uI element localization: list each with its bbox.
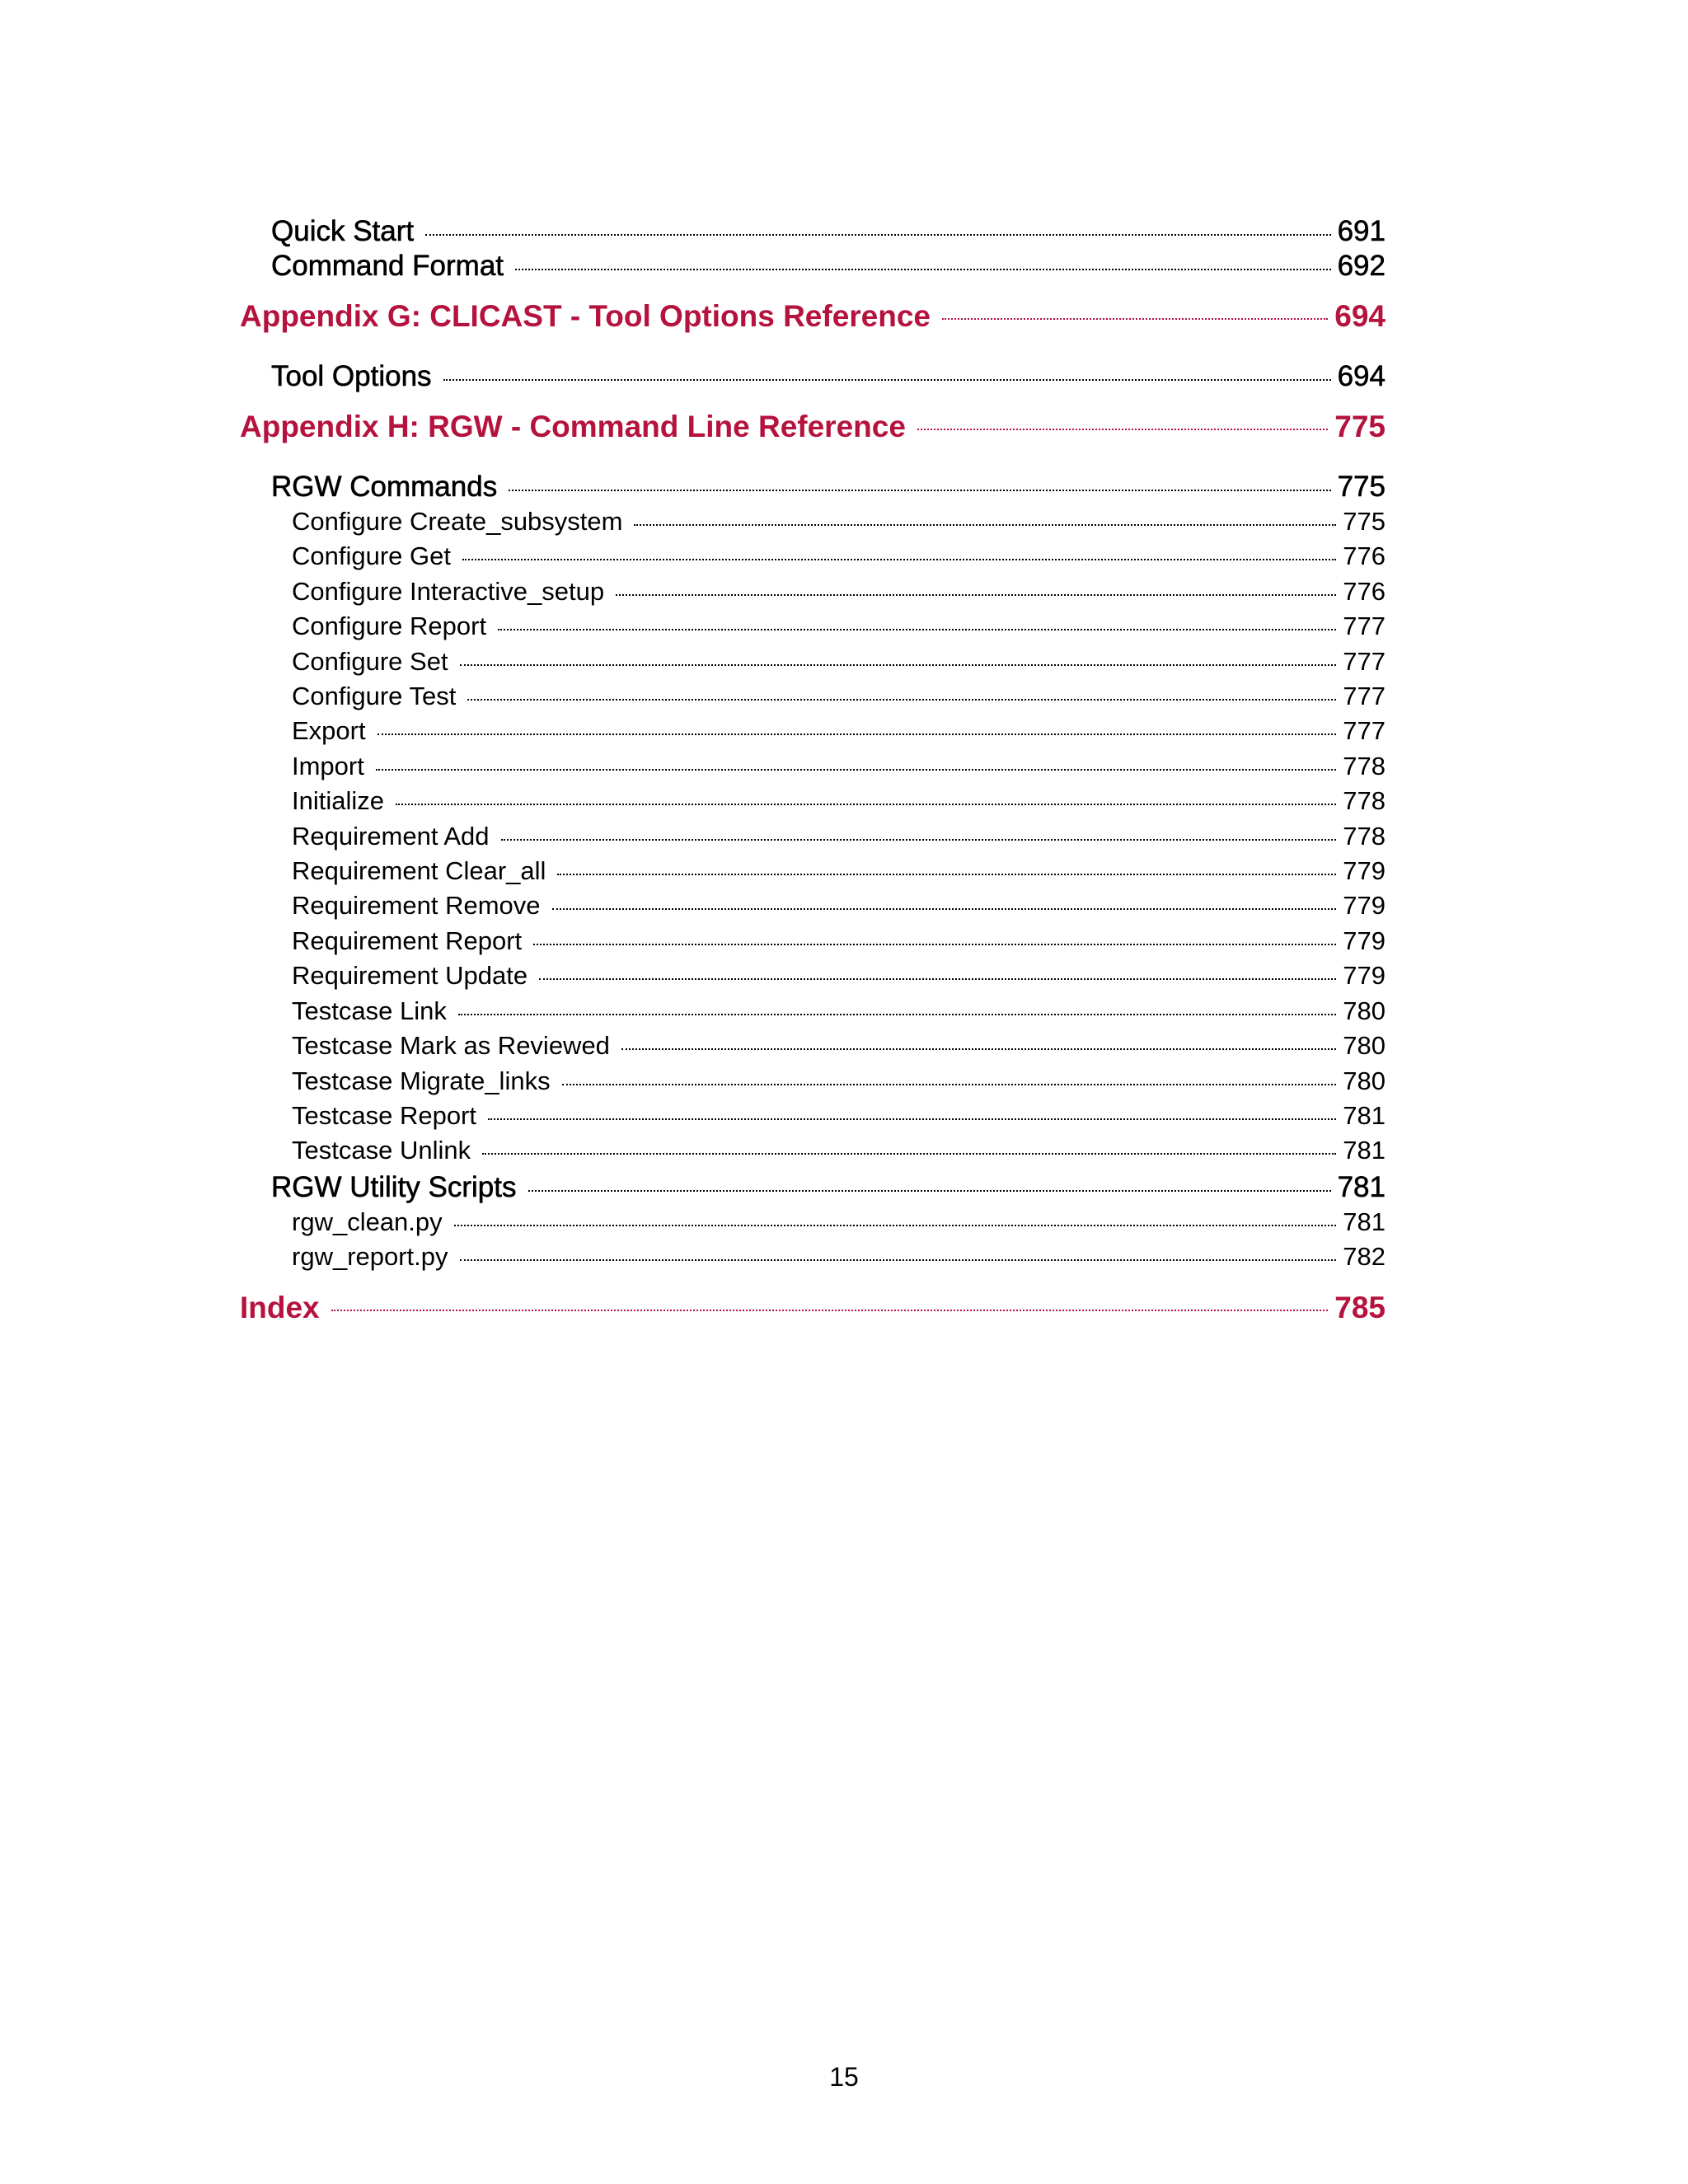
toc-dot-leader — [460, 1259, 1337, 1261]
toc-dot-leader — [515, 269, 1331, 270]
toc-entry-title: rgw_clean.py — [292, 1207, 443, 1236]
toc-entry-title: Testcase Migrate_links — [292, 1066, 551, 1095]
toc-subentry[interactable] — [240, 679, 1386, 714]
toc-subentry[interactable] — [240, 1029, 1386, 1063]
toc-dot-leader — [552, 908, 1337, 910]
toc-dot-leader — [528, 1190, 1331, 1192]
toc-entry-title: Export — [292, 716, 366, 746]
toc-dot-leader — [498, 629, 1336, 630]
toc-subentry[interactable] — [240, 714, 1386, 748]
toc-entry-page: 781 — [1343, 1207, 1386, 1236]
toc-entry-title: Requirement Remove — [292, 891, 541, 921]
toc-entry-page: 780 — [1343, 996, 1386, 1025]
toc-dot-leader — [467, 699, 1336, 701]
toc-dot-leader — [509, 490, 1330, 491]
toc-entry-title: Tool Options — [271, 360, 432, 392]
toc-entry[interactable] — [240, 214, 1386, 249]
toc-subentry[interactable] — [240, 819, 1386, 854]
toc-entry-page: 694 — [1334, 299, 1386, 333]
toc-entry-page: 777 — [1343, 646, 1386, 676]
toc-subentry[interactable] — [240, 854, 1386, 888]
toc-dot-leader — [917, 429, 1328, 430]
toc-subentry[interactable] — [240, 1064, 1386, 1099]
toc-dot-leader — [562, 1084, 1337, 1085]
toc-dot-leader — [557, 874, 1336, 875]
toc-subentry[interactable] — [240, 958, 1386, 993]
toc-entry-title: RGW Commands — [271, 471, 498, 503]
toc-dot-leader — [331, 1310, 1329, 1311]
toc-entry-page: 776 — [1343, 541, 1386, 571]
page-number: 15 — [829, 2062, 859, 2092]
toc-dot-leader — [425, 234, 1330, 236]
toc-entry-page: 691 — [1337, 215, 1386, 247]
toc-dot-leader — [488, 1118, 1336, 1120]
toc-dot-leader — [462, 559, 1336, 560]
toc-dot-leader — [621, 1048, 1336, 1050]
toc-entry-page: 775 — [1337, 471, 1386, 503]
toc-entry-title: Configure Report — [292, 612, 487, 641]
toc-entry-page: 779 — [1343, 926, 1386, 955]
toc-entry-title: Quick Start — [271, 215, 415, 247]
toc-entry[interactable] — [240, 249, 1386, 284]
toc-dot-leader — [616, 594, 1336, 596]
toc-entry-page: 781 — [1337, 1170, 1386, 1203]
toc-entry-title: rgw_report.py — [292, 1242, 448, 1272]
toc-dot-leader — [396, 804, 1336, 805]
toc-subentry[interactable] — [240, 1133, 1386, 1168]
toc-entry-title: Configure Set — [292, 646, 448, 676]
toc-entry-page: 785 — [1334, 1290, 1386, 1324]
toc-entry[interactable] — [240, 359, 1386, 394]
toc-entry-title: Appendix G: CLICAST - Tool Options Reference — [240, 299, 931, 333]
toc-subentry[interactable] — [240, 888, 1386, 923]
toc-dot-leader — [377, 733, 1337, 735]
toc-entry-title: Import — [292, 751, 364, 780]
toc-entry-title: Configure Interactive_setup — [292, 576, 605, 606]
toc-entry-page: 692 — [1337, 250, 1386, 282]
toc-subentry[interactable] — [240, 749, 1386, 784]
toc-entry-page: 780 — [1343, 1066, 1386, 1095]
toc-entry-page: 779 — [1343, 856, 1386, 886]
toc-entry-page: 777 — [1343, 716, 1386, 746]
toc-subentry[interactable] — [240, 644, 1386, 679]
toc-entry-title: Command Format — [271, 250, 504, 282]
toc-entry-page: 776 — [1343, 576, 1386, 606]
toc-entry-page: 779 — [1343, 961, 1386, 991]
toc-dot-leader — [634, 524, 1336, 526]
toc-entry-title: RGW Utility Scripts — [271, 1170, 517, 1203]
toc-entry-title: Testcase Mark as Reviewed — [292, 1031, 610, 1061]
toc-entry-title: Requirement Clear_all — [292, 856, 546, 886]
toc-dot-leader — [539, 978, 1336, 980]
toc-entry-title: Requirement Update — [292, 961, 528, 991]
toc-dot-leader — [458, 1014, 1336, 1015]
toc-dot-leader — [533, 944, 1336, 945]
toc-entry-page: 781 — [1343, 1100, 1386, 1130]
toc-subentry[interactable] — [240, 924, 1386, 958]
toc-entry-page: 778 — [1343, 786, 1386, 816]
toc-entry[interactable] — [240, 1170, 1386, 1205]
toc-dot-leader — [482, 1153, 1336, 1155]
toc-entry-title: Configure Test — [292, 682, 457, 711]
toc-entry-page: 777 — [1343, 612, 1386, 641]
toc-entry-title: Requirement Add — [292, 821, 490, 851]
toc-dot-leader — [460, 664, 1337, 666]
toc-entry-title: Testcase Link — [292, 996, 447, 1025]
toc-entry-title: Configure Create_subsystem — [292, 507, 623, 536]
toc-entry-title: Index — [240, 1290, 320, 1324]
toc-entry-page: 779 — [1343, 891, 1386, 921]
toc-entry-page: 694 — [1337, 360, 1386, 392]
table-of-contents — [240, 214, 1386, 1326]
toc-entry-title: Initialize — [292, 786, 384, 816]
toc-entry-page: 781 — [1343, 1136, 1386, 1165]
toc-entry-title: Configure Get — [292, 541, 451, 571]
toc-index-heading[interactable] — [240, 1290, 1386, 1326]
toc-entry-title: Testcase Report — [292, 1100, 476, 1130]
toc-subentry[interactable] — [240, 574, 1386, 609]
toc-entry-page: 778 — [1343, 821, 1386, 851]
toc-dot-leader — [443, 379, 1331, 381]
toc-entry-page: 782 — [1343, 1242, 1386, 1272]
toc-entry-page: 775 — [1343, 507, 1386, 536]
toc-subentry[interactable] — [240, 609, 1386, 644]
toc-entry-page: 777 — [1343, 682, 1386, 711]
toc-appendix-heading[interactable] — [240, 409, 1386, 445]
toc-subentry[interactable] — [240, 1099, 1386, 1133]
toc-subentry[interactable] — [240, 504, 1386, 539]
toc-subentry[interactable] — [240, 539, 1386, 574]
toc-appendix-heading[interactable] — [240, 298, 1386, 335]
toc-entry-title: Requirement Report — [292, 926, 523, 955]
toc-entry[interactable] — [240, 470, 1386, 504]
toc-entry-page: 775 — [1334, 410, 1386, 443]
toc-dot-leader — [454, 1225, 1337, 1226]
toc-subentry[interactable] — [240, 1240, 1386, 1274]
toc-entry-title: Appendix H: RGW - Command Line Reference — [240, 410, 906, 443]
toc-entry-page: 778 — [1343, 751, 1386, 780]
toc-dot-leader — [376, 769, 1336, 771]
toc-entry-page: 780 — [1343, 1031, 1386, 1061]
toc-subentry[interactable] — [240, 994, 1386, 1029]
toc-dot-leader — [942, 318, 1328, 320]
toc-dot-leader — [501, 839, 1337, 841]
toc-subentry[interactable] — [240, 1205, 1386, 1240]
toc-subentry[interactable] — [240, 784, 1386, 818]
toc-entry-title: Testcase Unlink — [292, 1136, 471, 1165]
